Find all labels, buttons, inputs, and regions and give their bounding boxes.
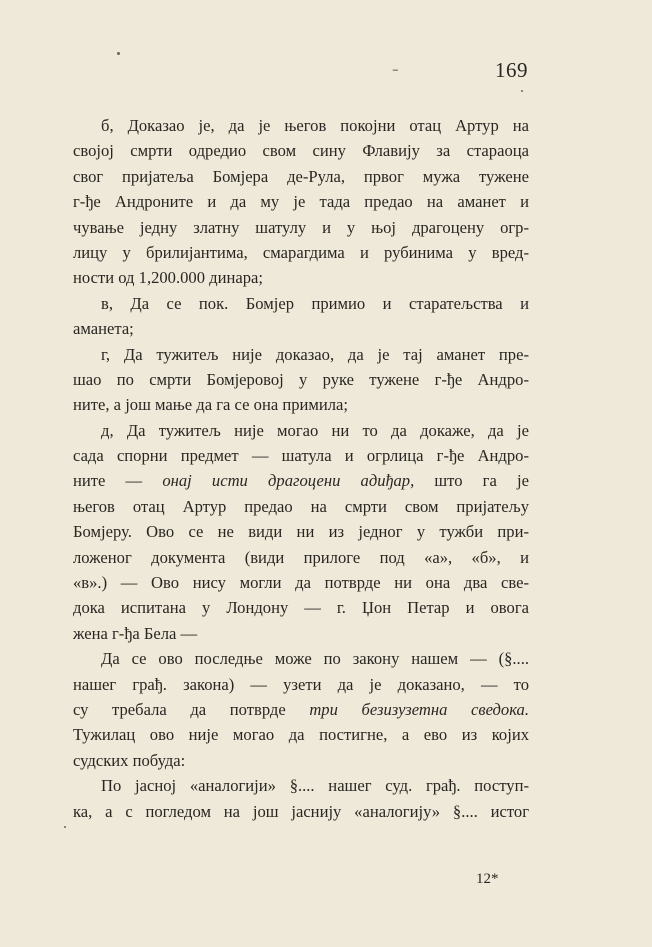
text-segment: што га је: [414, 471, 529, 491]
text-line: ните, а још мање да га се она примила;: [73, 395, 349, 415]
text-segment: су требала да потврде: [73, 699, 310, 719]
body-text: [73, 113, 529, 824]
header-dash: -: [392, 58, 399, 80]
text-line: аманета;: [73, 319, 134, 339]
text-line: свог пријатеља Бомјера де-Рула, првог мужа тужене: [73, 166, 529, 186]
paper-speck: [117, 52, 120, 55]
text-line: ложеног документа (види прилоге под «а», «б», и: [73, 547, 529, 567]
text-line: његов отац Артур предао на смрти свом пријатељу: [73, 496, 529, 516]
paper-speck: [521, 90, 523, 92]
text-line: д, Да тужитељ није могао ни то да докаже, да је: [101, 420, 529, 440]
text-line: сада спорни предмет — шатула и огрлица г-ђе Андро-: [73, 446, 529, 466]
text-segment: ните —: [73, 471, 163, 491]
text-line: дока испитана у Лондону — г. Џон Петар и овога: [73, 598, 529, 618]
text-line: ка, а с погледом на још јаснију «аналогију» §.... истог: [73, 801, 529, 821]
text-line: чување једну златну шатулу и у њој драгоцену огр-: [73, 217, 529, 237]
italic-phrase: онај исти драгоцени адиђар,: [162, 471, 415, 491]
text-line-mixed: [73, 468, 529, 493]
paper-speck: [64, 826, 66, 828]
text-line: г, Да тужитељ није доказао, да је тај аманет пре-: [101, 344, 529, 364]
text-line: лицу у брилијантима, смарагдима и рубинима у вред-: [73, 242, 529, 262]
text-line: По јасној «аналогији» §.... нашег суд. грађ. поступ-: [101, 776, 529, 796]
text-line: нашег грађ. закона) — узети да је доказано, — то: [73, 674, 529, 694]
text-line: ности од 1,200.000 динара;: [73, 268, 264, 288]
page-number: 169: [495, 58, 528, 82]
signature-mark: 12*: [476, 871, 499, 887]
text-line: Бомјеру. Ово се не види ни из једног у тужби при-: [73, 522, 529, 542]
text-line: својој смрти одредио свом сину Флавију за стараоца: [73, 141, 529, 161]
text-line-mixed: [73, 697, 529, 722]
text-line: г-ђе Андроните и да му је тада предао на аманет и: [73, 192, 529, 212]
italic-phrase: три безизузетна сведока.: [309, 699, 529, 719]
text-line: б, Доказао је, да је његов покојни отац Артур на: [101, 116, 529, 135]
text-line: «в».) — Ово нису могли да потврде ни она два све-: [73, 573, 529, 593]
text-line: жена г-ђа Бела —: [73, 623, 198, 643]
text-line: шао по смрти Бомјеровој у руке тужене г-ђе Андро-: [73, 369, 529, 389]
text-line: Да се ово последње може по закону нашем — (§....: [101, 649, 529, 669]
text-line: Тужилац ово није могао да постигне, а ево из којих: [73, 725, 529, 745]
text-line: судских побуда:: [73, 750, 186, 770]
text-line: в, Да се пок. Бомјер примио и старатељства и: [101, 293, 529, 313]
